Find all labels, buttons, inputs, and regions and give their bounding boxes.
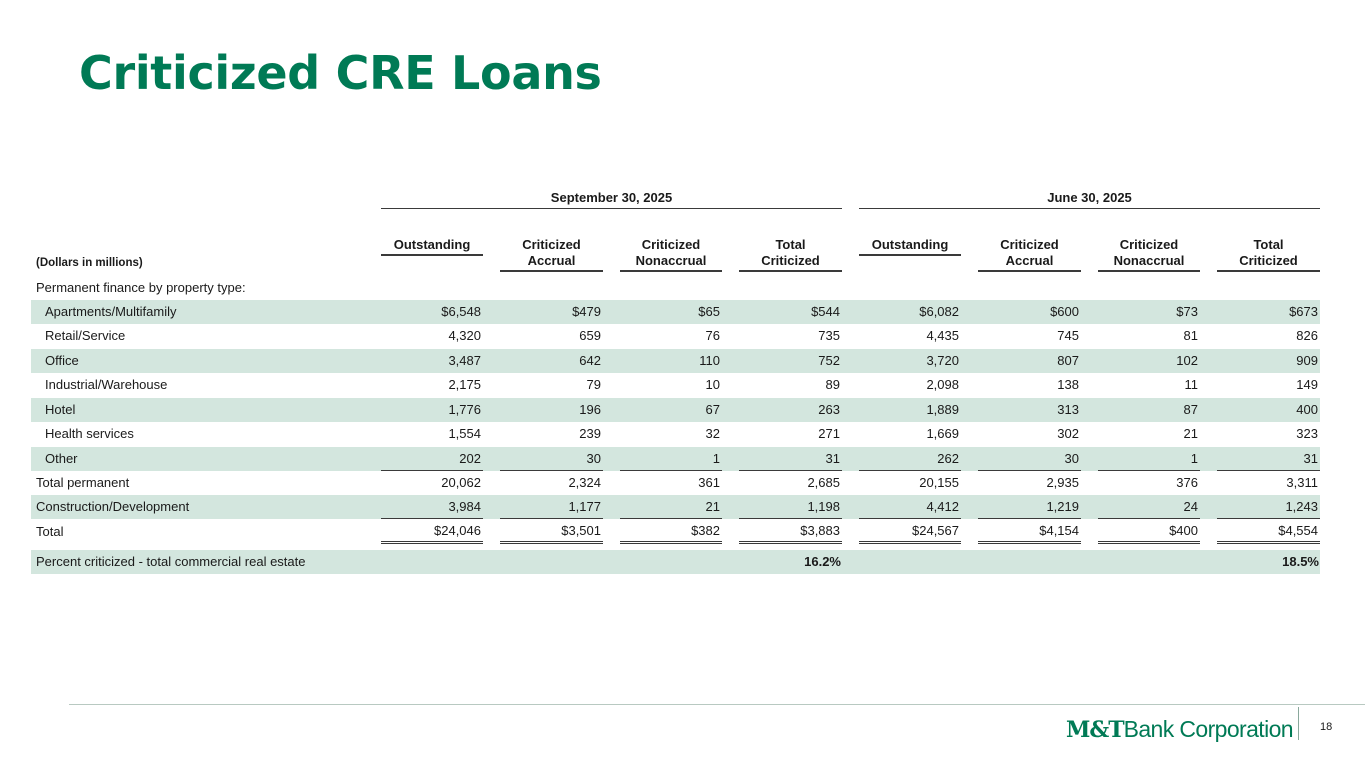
table-cell: 11 <box>1184 377 1198 392</box>
row-label: Health services <box>45 426 134 441</box>
table-cell: 323 <box>1296 426 1318 441</box>
col-header-outstanding-sep: Outstanding <box>381 237 483 256</box>
table-cell: $673 <box>1289 304 1318 319</box>
table-cell: 2,935 <box>1046 475 1079 490</box>
table-cell: 1,243 <box>1217 495 1320 519</box>
section-header-row <box>31 276 1320 300</box>
row-label: Hotel <box>45 402 76 417</box>
table-cell: 263 <box>818 402 840 417</box>
table-cell: 81 <box>1183 328 1198 343</box>
table-cell: 400 <box>1296 402 1318 417</box>
table-cell: 202 <box>381 447 483 471</box>
table-cell: $6,082 <box>919 304 959 319</box>
table-cell: 2,098 <box>926 377 959 392</box>
table-cell: 79 <box>586 377 601 392</box>
period-header-sep-2025: September 30, 2025 <box>381 190 842 209</box>
table-cell: 102 <box>1176 353 1198 368</box>
table-row-total <box>31 520 1320 544</box>
table-cell: $400 <box>1098 520 1200 544</box>
row-label: Apartments/Multifamily <box>45 304 177 319</box>
table-cell: 30 <box>978 447 1081 471</box>
col-header-criticized-accrual-sep: Criticized Accrual <box>500 237 603 272</box>
table-cell: $4,154 <box>978 520 1081 544</box>
table-row-industrial-warehouse <box>31 373 1320 397</box>
table-cell: 20,062 <box>441 475 481 490</box>
table-cell: 659 <box>579 328 601 343</box>
col-header-criticized-nonaccrual-jun: Criticized Nonaccrual <box>1098 237 1200 272</box>
units-label: (Dollars in millions) <box>36 257 143 269</box>
row-label: Total <box>36 524 64 539</box>
table-cell: 2,324 <box>568 475 601 490</box>
row-label: Construction/Development <box>36 499 190 514</box>
table-row-total-permanent <box>31 471 1320 495</box>
table-cell: 745 <box>1057 328 1079 343</box>
table-cell: 196 <box>579 402 601 417</box>
table-cell: 1 <box>620 447 722 471</box>
row-label: Retail/Service <box>45 328 126 343</box>
table-cell: 1,554 <box>448 426 481 441</box>
table-cell: 10 <box>705 377 720 392</box>
period-header-jun-2025: June 30, 2025 <box>859 190 1320 209</box>
table-cell: $65 <box>698 304 720 319</box>
table-cell: 1,669 <box>926 426 959 441</box>
table-cell: 4,435 <box>926 328 959 343</box>
table-cell: $4,554 <box>1217 520 1320 544</box>
row-label: Industrial/Warehouse <box>45 377 168 392</box>
table-cell: 1 <box>1098 447 1200 471</box>
logo-separator <box>1298 707 1299 740</box>
table-cell: 30 <box>500 447 603 471</box>
table-cell: 239 <box>579 426 601 441</box>
col-header-total-criticized-jun: Total Criticized <box>1217 237 1320 272</box>
table-cell: 21 <box>1183 426 1198 441</box>
table-cell: $24,046 <box>381 520 483 544</box>
table-cell: 2,685 <box>807 475 840 490</box>
table-cell: $73 <box>1176 304 1198 319</box>
table-cell: $479 <box>572 304 601 319</box>
col-header-outstanding-jun: Outstanding <box>859 237 961 256</box>
table-cell: $600 <box>1050 304 1079 319</box>
table-cell: 826 <box>1296 328 1318 343</box>
table-cell: $3,883 <box>739 520 842 544</box>
percent-criticized-jun: 18.5% <box>1282 554 1319 569</box>
table-row-apartments-multifamily <box>31 300 1320 324</box>
table-cell: 4,412 <box>859 495 961 519</box>
table-cell: 1,177 <box>500 495 603 519</box>
table-cell: 138 <box>1057 377 1079 392</box>
logo-text: Bank Corporation <box>1123 716 1293 742</box>
table-row-construction-development <box>31 495 1320 519</box>
table-cell: 21 <box>620 495 722 519</box>
table-cell: 2,175 <box>448 377 481 392</box>
table-cell: 31 <box>739 447 842 471</box>
percent-criticized-row <box>31 550 1320 574</box>
table-cell: 24 <box>1098 495 1200 519</box>
table-cell: 3,487 <box>448 353 481 368</box>
table-cell: 807 <box>1057 353 1079 368</box>
table-row-health-services <box>31 422 1320 446</box>
footer-divider <box>69 704 1365 705</box>
page-number: 18 <box>1320 721 1333 733</box>
table-row-retail-service <box>31 324 1320 348</box>
company-logo <box>1066 716 1293 746</box>
table-cell: 302 <box>1057 426 1079 441</box>
page-title: Criticized CRE Loans <box>79 46 602 100</box>
table-cell: 3,984 <box>381 495 483 519</box>
table-cell: 262 <box>859 447 961 471</box>
table-cell: 361 <box>698 475 720 490</box>
table-cell: 32 <box>705 426 720 441</box>
table-cell: 20,155 <box>919 475 959 490</box>
table-row-other <box>31 447 1320 471</box>
table-cell: 149 <box>1296 377 1318 392</box>
col-header-criticized-nonaccrual-sep: Criticized Nonaccrual <box>620 237 722 272</box>
table-row-hotel <box>31 398 1320 422</box>
table-cell: 3,311 <box>1286 475 1318 490</box>
table-cell: 909 <box>1296 353 1318 368</box>
table-cell: $3,501 <box>500 520 603 544</box>
table-cell: 271 <box>818 426 840 441</box>
table-cell: 31 <box>1217 447 1320 471</box>
table-cell: 735 <box>818 328 840 343</box>
col-header-total-criticized-sep: Total Criticized <box>739 237 842 272</box>
table-cell: 752 <box>818 353 840 368</box>
table-cell: 1,219 <box>978 495 1081 519</box>
table-cell: 1,776 <box>448 402 481 417</box>
percent-criticized-sep: 16.2% <box>804 554 841 569</box>
row-label: Other <box>45 451 78 466</box>
table-cell: 1,198 <box>739 495 842 519</box>
table-row-office <box>31 349 1320 373</box>
row-label: Office <box>45 353 79 368</box>
row-label: Total permanent <box>36 475 130 490</box>
table-cell: 110 <box>699 353 720 368</box>
table-cell: 76 <box>705 328 720 343</box>
table-cell: 642 <box>579 353 601 368</box>
table-cell: 4,320 <box>448 328 481 343</box>
table-cell: 87 <box>1183 402 1198 417</box>
table-cell: 1,889 <box>926 402 959 417</box>
table-cell: $382 <box>620 520 722 544</box>
table-cell: $24,567 <box>859 520 961 544</box>
table-cell: $544 <box>811 304 840 319</box>
logo-mark: M&T <box>1066 717 1124 743</box>
percent-criticized-label: Percent criticized - total commercial real estate <box>36 554 306 569</box>
col-header-criticized-accrual-jun: Criticized Accrual <box>978 237 1081 272</box>
table-cell: 313 <box>1057 402 1079 417</box>
table-cell: $6,548 <box>441 304 481 319</box>
table-cell: 89 <box>825 377 840 392</box>
section-header-label: Permanent finance by property type: <box>36 280 246 295</box>
table-cell: 3,720 <box>926 353 959 368</box>
table-cell: 376 <box>1176 475 1198 490</box>
table-cell: 67 <box>705 402 720 417</box>
